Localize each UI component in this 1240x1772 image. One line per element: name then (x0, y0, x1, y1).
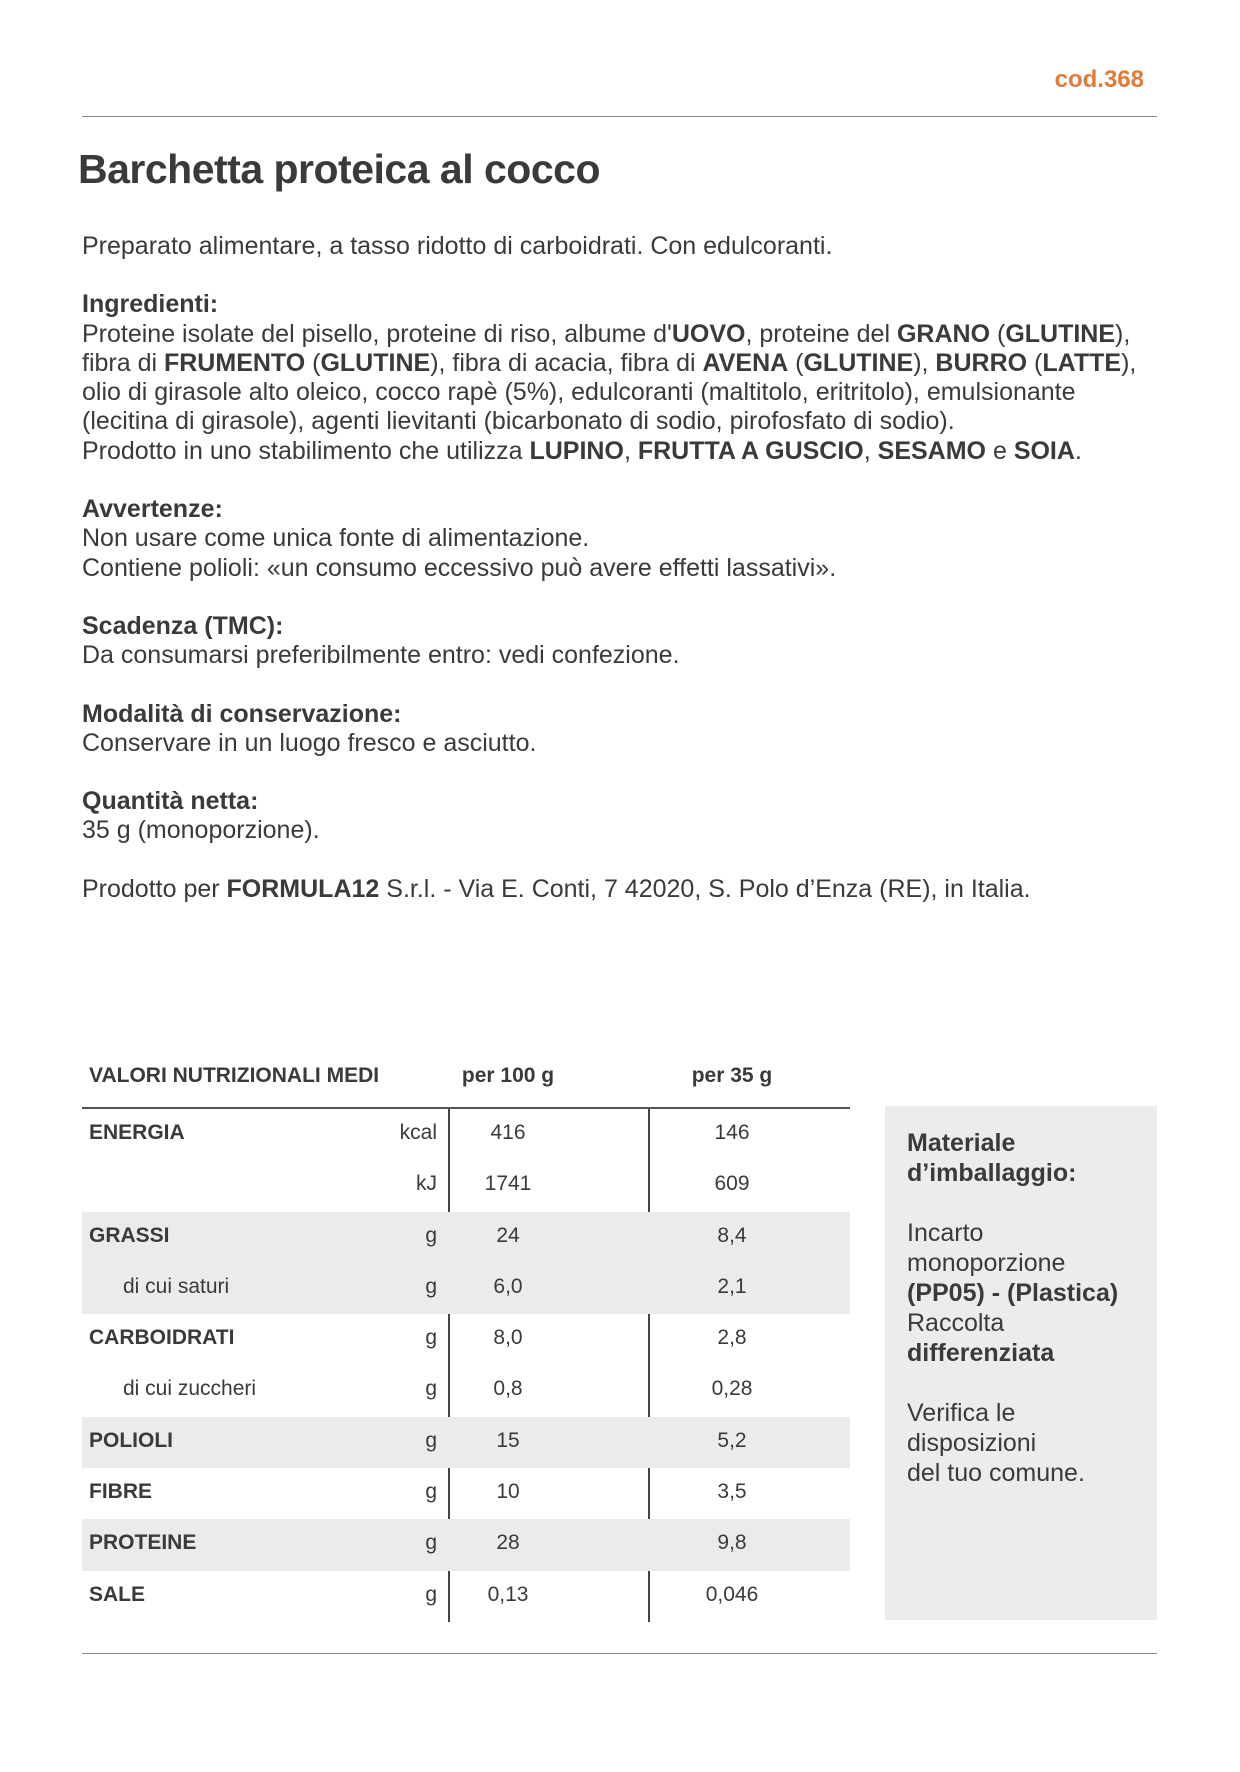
value-per-100g: 8,0 (493, 1326, 523, 1350)
packaging-line: (PP05) - (Plastica) (907, 1279, 1119, 1307)
packaging-heading-line: Materiale (907, 1129, 1016, 1157)
value-per-100g: 1741 (484, 1172, 532, 1196)
nutrition-rows (82, 1109, 850, 1622)
value-per-35g: 9,8 (717, 1531, 747, 1555)
value-per-35g: 0,046 (705, 1582, 759, 1606)
packaging-line: monoporzione (907, 1249, 1066, 1277)
nutrient-name: POLIOLI (89, 1428, 173, 1452)
expiry-text: Da consumarsi preferibilmente entro: vedi confezione. (82, 641, 680, 670)
nutrient-name: di cui zuccheri (123, 1377, 257, 1401)
value-per-100g: 15 (496, 1428, 520, 1452)
value-per-35g: 3,5 (717, 1480, 747, 1504)
product-details (82, 232, 1157, 933)
value-per-100g: 0,13 (487, 1582, 529, 1606)
value-per-35g: 2,8 (717, 1326, 747, 1350)
ingredients-section (82, 290, 1157, 466)
nutrient-unit: g (425, 1326, 437, 1350)
packaging-note (907, 1398, 1135, 1488)
ingredients-heading: Ingredienti: (82, 290, 219, 319)
expiry-section (82, 612, 1157, 671)
nutrient-unit: kcal (399, 1121, 437, 1144)
table-row (82, 1571, 850, 1622)
value-per-35g: 609 (714, 1172, 750, 1196)
description: Preparato alimentare, a tasso ridotto di carboidrati. Con edulcoranti. (82, 232, 833, 260)
value-per-100g: 6,0 (493, 1274, 523, 1298)
nutrient-unit: g (425, 1531, 437, 1555)
table-row (82, 1212, 850, 1263)
value-per-100g: 416 (490, 1121, 526, 1144)
table-row (82, 1263, 850, 1314)
value-per-35g: 2,1 (717, 1274, 747, 1298)
facility-notice: Prodotto in uno stabilimento che utilizza LUPINO, FRUTTA A GUSCIO, SESAMO e SOIA. (82, 436, 1082, 465)
nutrient-unit: kJ (416, 1172, 437, 1196)
value-per-100g: 10 (496, 1480, 520, 1504)
storage-section (82, 700, 1157, 759)
nutrition-header-label: VALORI NUTRIZIONALI MEDI (89, 1064, 380, 1087)
expiry-heading: Scadenza (TMC): (82, 611, 284, 640)
warning-line: Contiene polioli: «un consumo eccessivo può avere effetti lassativi». (82, 553, 837, 582)
table-row (82, 1160, 850, 1211)
nutrient-name: PROTEINE (89, 1531, 197, 1555)
nutrition-header-per35: per 35 g (691, 1064, 773, 1087)
packaging-material (907, 1218, 1135, 1368)
nutrient-name: FIBRE (89, 1480, 152, 1504)
warning-line: Non usare come unica fonte di alimentazione. (82, 524, 590, 553)
value-per-35g: 0,28 (711, 1377, 753, 1401)
nutrient-unit: g (425, 1480, 437, 1504)
nutrient-unit: g (425, 1377, 437, 1401)
nutrition-header-per100: per 100 g (461, 1064, 555, 1087)
packaging-line: Verifica le (907, 1399, 1016, 1427)
value-per-35g: 5,2 (717, 1428, 747, 1452)
nutrition-table (82, 1060, 850, 1622)
producer-line: Prodotto per FORMULA12 S.r.l. - Via E. Conti, 7 42020, S. Polo d’Enza (RE), in Italia. (82, 874, 1031, 903)
packaging-line: Incarto (907, 1219, 984, 1247)
nutrient-name: ENERGIA (89, 1121, 185, 1144)
table-row (82, 1365, 850, 1416)
storage-text: Conservare in un luogo fresco e asciutto. (82, 728, 537, 757)
product-code: cod.368 (1054, 66, 1144, 93)
nutrient-name: SALE (89, 1582, 146, 1606)
value-per-100g: 24 (496, 1223, 520, 1247)
packaging-heading-line: d’imballaggio: (907, 1159, 1077, 1187)
table-row (82, 1519, 850, 1570)
nutrient-name: CARBOIDRATI (89, 1326, 235, 1350)
value-per-35g: 8,4 (717, 1223, 747, 1247)
warnings-heading: Avvertenze: (82, 495, 223, 524)
nutrient-unit: g (425, 1223, 437, 1247)
packaging-line: Raccolta (907, 1309, 1005, 1337)
table-row (82, 1468, 850, 1519)
value-per-100g: 0,8 (493, 1377, 523, 1401)
nutrient-unit: g (425, 1582, 437, 1606)
quantity-heading: Quantità netta: (82, 787, 259, 816)
table-row (82, 1417, 850, 1468)
quantity-section (82, 787, 1157, 846)
packaging-heading (907, 1128, 1135, 1188)
packaging-line: del tuo comune. (907, 1459, 1085, 1487)
bottom-divider (82, 1653, 1157, 1654)
nutrient-unit: g (425, 1274, 437, 1298)
quantity-text: 35 g (monoporzione). (82, 816, 320, 845)
packaging-box (885, 1106, 1157, 1620)
nutrient-name: di cui saturi (123, 1274, 230, 1298)
nutrient-name: GRASSI (89, 1223, 170, 1247)
storage-heading: Modalità di conservazione: (82, 699, 402, 728)
warnings-section (82, 495, 1157, 583)
top-divider (82, 116, 1157, 117)
packaging-line: disposizioni (907, 1429, 1037, 1457)
table-row (82, 1314, 850, 1365)
value-per-35g: 146 (714, 1121, 750, 1144)
value-per-100g: 28 (496, 1531, 520, 1555)
ingredients-text: Proteine isolate del pisello, proteine di riso, albume d'UOVO, proteine del GRANO (GLUTINE), fibra di FRUMENTO (GLUTINE), fibra di acacia, fibra di AVENA (GLUTINE), BURRO (LATTE), olio di girasole alto oleico, cocco rapè (5%), edulcoranti (maltitolo, eritritolo), emulsionante (lecitina di girasole), agenti lievitanti (bicarbonato di sodio, pirofosfato di sodio). (82, 319, 1137, 436)
nutrient-unit: g (425, 1428, 437, 1452)
nutrition-header (82, 1060, 850, 1109)
page-title: Barchetta proteica al cocco (78, 146, 600, 192)
table-row (82, 1109, 850, 1160)
packaging-line: differenziata (907, 1339, 1055, 1367)
